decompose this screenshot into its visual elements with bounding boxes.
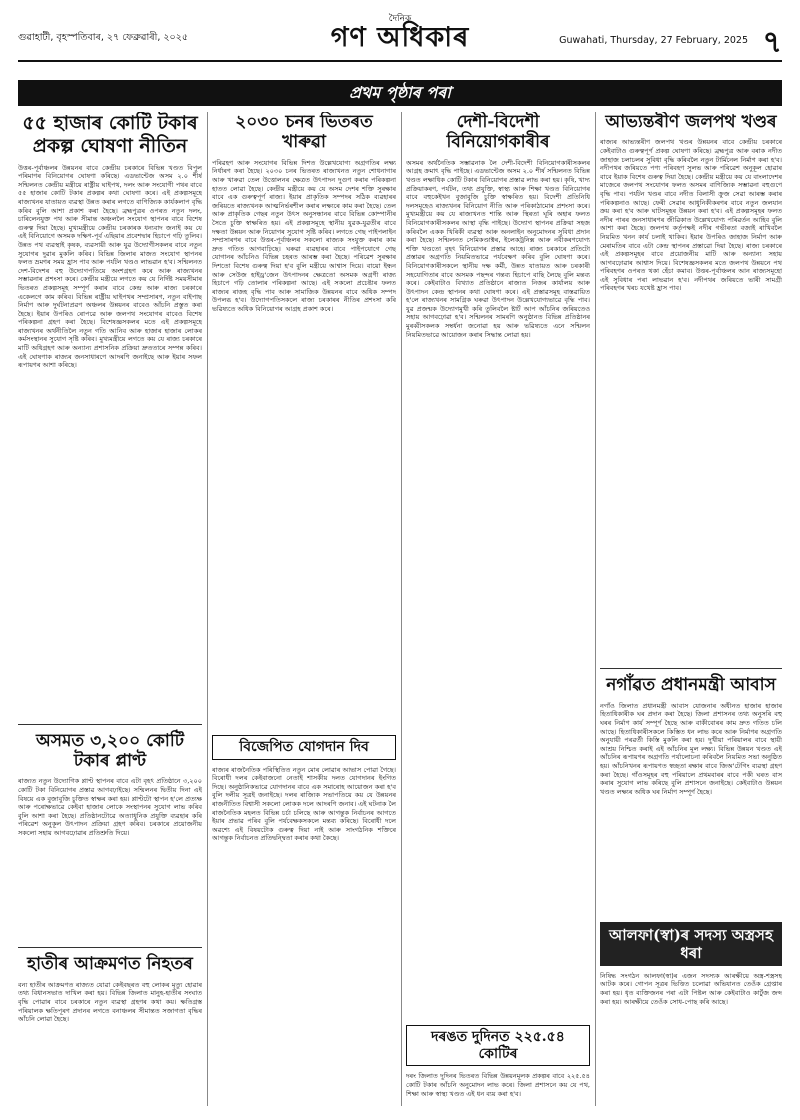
article (600, 668, 782, 921)
article-headline: হাতীৰ আক্ৰমণত নিহতৰ (18, 947, 202, 974)
article-body: উত্তৰ-পূৰ্বাঞ্চলৰ উন্নয়নৰ বাবে কেন্দ্ৰীয় চৰকাৰে বিভিন্ন খণ্ডত বিপুল পৰিমাণৰ বিনিয়োগৰ ঘোষণা কৰিছে। এডভান্টেজ অসম ২.০ শীৰ্ষ সন্মিলনত কেন্দ্ৰীয় মন্ত্ৰীয়ে ৰাষ্ট্ৰীয় ঘাইপথ, দলং আৰু সংযোগী পথৰ বাবে ৫৫ হাজাৰ কোটি টকাৰ প্ৰকল্পৰ কথা ঘোষণা কৰে। এই প্ৰকল্পসমূহে ৰাজ্যখনৰ যাতায়ত ব্যৱস্থা উন্নত কৰাৰ লগতে বাণিজ্যিক কাৰ্যকলাপ বৃদ্ধি কৰিব বুলি আশা প্ৰকাশ কৰা হৈছে। ব্ৰহ্মপুত্ৰৰ ওপৰত নতুন দলং, চাৰিলেনযুক্ত পথ আৰু সীমান্ত অঞ্চললৈ সংযোগ স্থাপনৰ বাবে বিশেষ গুৰুত্ব দিয়া হৈছে। মুখ্যমন্ত্ৰীয়ে কেন্দ্ৰীয় চৰকাৰক ধন্যবাদ জনাই কয় যে এই বিনিয়োগে অসমক দক্ষিণ-পূৰ্ব এছিয়াৰ প্ৰবেশদ্বাৰ হিচাপে গঢ়ি তুলিব। উন্নত পথ ব্যৱস্থাই কৃষক, ব্যৱসায়ী আৰু যুৱ উদ্যোগীসকলৰ বাবে নতুন সুযোগৰ দুৱাৰ মুকলি কৰিব। বিভিন্ন জিলাৰ মাজত সংযোগ স্থাপনৰ ফলত ভ্ৰমণৰ সময় হ্ৰাস পাব আৰু পৰ্যটন খণ্ডও লাভৱান হ'ব। সন্মিলনত দেশ-বিদেশৰ বহু উদ্যোগপতিয়ে অংশগ্ৰহণ কৰে আৰু ৰাজ্যখনৰ সম্ভাৱনাৰ প্ৰশংসা কৰে। কেন্দ্ৰীয় মন্ত্ৰীয়ে লগতে কয় যে নিৰ্দিষ্ট সময়সীমাৰ ভিতৰত প্ৰকল্পসমূহ সম্পূৰ্ণ কৰাৰ বাবে কেন্দ্ৰ আৰু ৰাজ্য চৰকাৰে একেলগে কাম কৰিব। বিভিন্ন ৰাষ্ট্ৰীয় ঘাইপথৰ সম্প্ৰসাৰণ, নতুন বাইপাছ নিৰ্মাণ আৰু দুৰ্ঘটনাপ্ৰৱণ অঞ্চলৰ উন্নয়নৰ বাবেও আঁচনি প্ৰস্তুত কৰা হৈছে। ইয়াৰ উপৰিও ৰোপৱে আৰু জলপথ সংযোগৰ বাবেও বিশেষ পৰিকল্পনা গ্ৰহণ কৰা হৈছে। বিশেষজ্ঞসকলৰ মতে এই প্ৰকল্পসমূহে ৰাজ্যখনৰ অৰ্থনীতিলৈ নতুন গতি আনিব আৰু হাজাৰ হাজাৰ লোকৰ কৰ্মসংস্থানৰ সুযোগ সৃষ্টি কৰিব। মুখ্যমন্ত্ৰীয়ে লগতে কয় যে ৰাজ্য চৰকাৰে মাটি অধিগ্ৰহণ আৰু অন্যান্য প্ৰশাসনিক প্ৰক্ৰিয়া দ্ৰুততাৰে সম্পন্ন কৰিব। এই ঘোষণাক ৰাজ্যৰ জনসাধাৰণে আদৰণি জনাইছে আৰু ইয়াৰ সফল ৰূপায়ণৰ আশা কৰিছে। (18, 163, 202, 370)
article-headline: দেশী-বিদেশী বিনিয়োগকাৰীৰ (446, 112, 550, 153)
column-divider (401, 112, 402, 1106)
article-headline: আভ্যন্তৰীণ জলপথ খণ্ডৰ (605, 112, 777, 132)
article-body: ৰাজ্যত নতুন উদ্যোগিক প্লাণ্ট স্থাপনৰ বাবে এটা বৃহৎ প্ৰতিষ্ঠানে ৩,২০০ কোটি টকা বিনিয়োগৰ প্ৰস্তাৱ আগবঢ়াইছে। সন্মিলনৰ দ্বিতীয় দিনা এই বিষয়ে এক বুজাবুজি চুক্তিত স্বাক্ষৰ কৰা হয়। প্লাণ্টটো স্থাপন হ'লে প্ৰত্যক্ষ আৰু পৰোক্ষভাৱে কেইবা হাজাৰ লোকে সংস্থাপনৰ সুযোগ লাভ কৰিব বুলি আশা কৰা হৈছে। প্ৰতিষ্ঠানটোৱে অত্যাধুনিক প্ৰযুক্তি ব্যৱহাৰ কৰি পৰিৱেশ অনুকূল উৎপাদন প্ৰক্ৰিয়া গ্ৰহণ কৰিব। চৰকাৰে প্ৰয়োজনীয় সকলো সহায় আগবঢ়োৱাৰ প্ৰতিশ্ৰুতি দিয়ে। (18, 777, 202, 837)
article-body: পৰিৱহণ আৰু সংযোগৰ বিভিন্ন দিশত উল্লেখযোগ্য অগ্ৰগতিৰ লক্ষ্য নিৰ্ধাৰণ কৰা হৈছে। ২০৩০ চনৰ ভিতৰত ৰাজ্যখনত নতুন শোধনাগাৰ আৰু খাৰুৱা তেল উত্তোলনৰ ক্ষেত্ৰত উৎপাদন দুগুণ কৰাৰ পৰিকল্পনা হাতত লোৱা হৈছে। কেন্দ্ৰীয় মন্ত্ৰীয়ে কয় যে অসম দেশৰ শক্তি সুৰক্ষাৰ বাবে এক গুৰুত্বপূৰ্ণ ৰাজ্য। ইয়াৰ প্ৰাকৃতিক সম্পদৰ সঠিক ব্যৱহাৰৰ জৰিয়তে ৰাজ্যখনক আত্মনিৰ্ভৰশীল কৰাৰ লক্ষ্যৰে কাম কৰা হৈছে। তেল আৰু প্ৰাকৃতিক গেছৰ নতুন উৎস অনুসন্ধানৰ বাবে বিভিন্ন কোম্পানীৰ সৈতে চুক্তি স্বাক্ষৰিত হয়। এই প্ৰকল্পসমূহে স্থানীয় যুৱক-যুৱতীৰ বাবে দক্ষতা উন্নয়ন আৰু নিয়োগৰ সুযোগ সৃষ্টি কৰিব। লগতে গেছ পাইপলাইন সম্প্ৰসাৰণৰ বাবে উত্তৰ-পূৰ্বাঞ্চলৰ সকলো ৰাজ্যক সংযুক্ত কৰাৰ কাম দ্ৰুত গতিত আগবাঢ়িছে। ঘৰুৱা ব্যৱহাৰৰ বাবে পাইপযোগে গেছ যোগানৰ আঁচনিও বিভিন্ন চহৰত আৰম্ভ কৰা হৈছে। পৰিৱেশ সুৰক্ষাৰ দিশতো বিশেষ গুৰুত্ব দিয়া হ'ব বুলি মন্ত্ৰীয়ে আশ্বাস দিয়ে। বায়ো ইন্ধন আৰু সেউজ হাইড্ৰ'জেন উৎপাদনৰ ক্ষেত্ৰতো অসমক অগ্ৰণী ৰাজ্য হিচাপে গঢ়ি তোলাৰ পৰিকল্পনা আছে। এই সকলো প্ৰচেষ্টাৰ ফলত ৰাজ্যৰ ৰাজহ বৃদ্ধি পাব আৰু সামাজিক উন্নয়নৰ বাবে অধিক সম্পদ উপলব্ধ হ'ব। উদ্যোগপতিসকলে ৰাজ্য চৰকাৰৰ নীতিৰ প্ৰশংসা কৰি ভৱিষ্যতে অধিক বিনিয়োগৰ আগ্ৰহ প্ৰকাশ কৰে। (212, 158, 396, 313)
logo-tagline: দৈনিক (388, 14, 412, 24)
column-2 (212, 112, 396, 1106)
article (212, 112, 396, 729)
column-divider (595, 112, 596, 1106)
article-headline: বিজেপিত যোগদান দিব (212, 735, 396, 760)
article-headline: ২০৩০ চনৰ ভিতৰত খাৰুৱা (235, 112, 373, 153)
column-4 (600, 112, 782, 1106)
logo-title: গণ অধিকাৰ (330, 22, 470, 53)
article (18, 947, 202, 1023)
dateline-assamese: গুৱাহাটী, বৃহস্পতিবাৰ, ২৭ ফেব্ৰুৱাৰী, ২০২৫ (18, 32, 189, 43)
article (600, 922, 782, 1006)
article-headline: নগাঁৱত প্ৰধানমন্ত্ৰী আবাস (600, 668, 782, 695)
article-body: নিষিদ্ধ সংগঠন আলফা(স্বা)ৰ এজন সদস্যক আৰক্ষীয়ে অস্ত্ৰ-শস্ত্ৰসহ আটক কৰে। গোপন সূত্ৰৰ ভিত্তিত চলোৱা অভিযানত তেওঁক গ্ৰেপ্তাৰ কৰা হয়। ধৃত ব্যক্তিজনৰ পৰা এটা পিষ্টল আৰু কেইবাটাও কাৰ্টুজ জব্দ কৰা হয়। আৰক্ষীয়ে তেওঁক সোধ-পোছ কৰি আছে। (600, 971, 782, 1006)
article-headline: আলফা(স্বা)ৰ সদস্য অস্ত্ৰসহ ধৰা (600, 922, 782, 966)
masthead-divider (18, 60, 782, 62)
page-number: ৭ (762, 25, 782, 60)
column-divider (207, 112, 208, 1106)
article-headline: অসমত ৩,২০০ কোটি টকাৰ প্লাণ্ট (18, 724, 202, 772)
article-body: নগাঁও জিলাত প্ৰধানমন্ত্ৰী আবাস যোজনাৰ অধীনত হাজাৰ হাজাৰ হিতাধিকাৰীক ঘৰ প্ৰদান কৰা হৈছে। জিলা প্ৰশাসনৰ তথ্য অনুসৰি বহু ঘৰৰ নিৰ্মাণ কাৰ্য সম্পূৰ্ণ হৈছে আৰু বাকীবোৰৰ কাম দ্ৰুত গতিত চলি আছে। হিতাধিকাৰীসকলে কিস্তিত ধন লাভ কৰে আৰু নিৰ্মাণৰ অগ্ৰগতি অনুযায়ী পৰৱৰ্তী কিস্তি মুকলি কৰা হয়। দুখীয়া পৰিয়ালৰ বাবে স্থায়ী আশ্ৰয় নিশ্চিত কৰাই এই আঁচনিৰ মূল লক্ষ্য। বিভিন্ন উন্নয়ন খণ্ডত এই আঁচনিৰ ৰূপায়ণৰ অগ্ৰগতি পৰ্যালোচনা কৰিবলৈ নিয়মিত সভা অনুষ্ঠিত হয়। আঁচনিখনৰ ৰূপায়ণত স্বচ্ছতা ৰক্ষাৰ বাবে জিঅ'টেগিং ব্যৱস্থা গ্ৰহণ কৰা হৈছে। গাঁওসমূহৰ বহু পৰিয়ালে প্ৰথমবাৰৰ বাবে পকী ঘৰত বাস কৰাৰ সুযোগ লাভ কৰিছে বুলি প্ৰশাসনে জনাইছে। কেইবাটাও উন্নয়ন খণ্ডত লক্ষ্যৰ অধিক ঘৰ নিৰ্মাণ সম্পূৰ্ণ হৈছে। (600, 701, 782, 796)
section-banner: প্ৰথম পৃষ্ঠাৰ পৰা (18, 80, 782, 106)
article-body: দৰং জিলাত দুদিনৰ ভিতৰত বিভিন্ন উন্নয়নমূলক প্ৰকল্পৰ বাবে ২২৫.৫৪ কোটি টকাৰ আঁচনি অনুমোদন লাভ কৰে। জিলা প্ৰশাসনে কয় যে পথ, শিক্ষা আৰু স্বাস্থ্য খণ্ডত এই ধন ব্যয় কৰা হ'ব। (406, 1072, 590, 1098)
column-3 (406, 112, 590, 1106)
newspaper-logo (331, 14, 470, 52)
article (406, 1025, 590, 1098)
article-body: ৰাজ্যৰ আভ্যন্তৰীণ জলপথ খণ্ডৰ উন্নয়নৰ বাবে কেন্দ্ৰীয় চৰকাৰে কেইবাটাও গুৰুত্বপূৰ্ণ প্ৰকল্প ঘোষণা কৰিছে। ব্ৰহ্মপুত্ৰ আৰু বৰাক নদীত জাহাজ চলাচলৰ সুবিধা বৃদ্ধি কৰিবলৈ নতুন টাৰ্মিনেল নিৰ্মাণ কৰা হ'ব। নদীপথৰ জৰিয়তে পণ্য পৰিবহণ সুলভ আৰু পৰিৱেশ অনুকূল হোৱাৰ বাবে ইয়াক বিশেষ গুৰুত্ব দিয়া হৈছে। কেন্দ্ৰীয় মন্ত্ৰীয়ে কয় যে বাংলাদেশৰ মাজেৰে জলপথ সংযোগৰ ফলত অসমৰ বাণিজ্যিক সম্ভাৱনা বহুগুণে বৃদ্ধি পাব। পৰ্যটন খণ্ডৰ বাবে নদীত বিলাসী ক্ৰুজ সেৱা আৰম্ভ কৰাৰ পৰিকল্পনাও আছে। ফেৰী সেৱাৰ আধুনিকীকৰণৰ বাবে নতুন জলযান ক্ৰয় কৰা হ'ব আৰু ঘাটসমূহৰ উন্নয়ন কৰা হ'ব। এই প্ৰকল্পসমূহৰ ফলত নদীৰ পাৰৰ জনসাধাৰণৰ জীৱিকাত উল্লেখযোগ্য পৰিৱৰ্তন আহিব বুলি আশা কৰা হৈছে। জলপথ কৰ্তৃপক্ষই নদীৰ গভীৰতা বজাই ৰাখিবলৈ নিয়মিত খনন কাৰ্য চলাই থাকিব। ইয়াৰ উপৰিও জাহাজ নিৰ্মাণ আৰু মেৰামতিৰ বাবে এটা কেন্দ্ৰ স্থাপনৰ প্ৰস্তাৱো দিয়া হৈছে। ৰাজ্য চৰকাৰে এই প্ৰকল্পসমূহৰ বাবে প্ৰয়োজনীয় মাটি আৰু অন্যান্য সহায় আগবঢ়োৱাৰ আশ্বাস দিয়ে। বিশেষজ্ঞসকলৰ মতে জলপথ উন্নয়নে পথ পৰিবহণৰ ওপৰত থকা হেঁচা কমাব। উত্তৰ-পূৰ্বাঞ্চলৰ আন ৰাজ্যসমূহো এই সুবিধাৰ পৰা লাভৱান হ'ব। নদীপথৰ জৰিয়তে ভাৰী সামগ্ৰী পৰিবহণৰ খৰচ যথেষ্ট হ্ৰাস পাব। (600, 138, 782, 293)
masthead (18, 14, 782, 60)
article-body: অসমৰ অৰ্থনৈতিক সম্ভাৱনাক লৈ দেশী-বিদেশী বিনিয়োগকাৰীসকলৰ আগ্ৰহ ক্ৰমাৎ বৃদ্ধি পাইছে। এডভান্টেজ অসম ২.০ শীৰ্ষ সন্মিলনত বিভিন্ন খণ্ডত লক্ষাধিক কোটি টকাৰ বিনিয়োগৰ প্ৰস্তাৱ লাভ কৰা হয়। কৃষি, খাদ্য প্ৰক্ৰিয়াকৰণ, পৰ্যটন, তথ্য প্ৰযুক্তি, স্বাস্থ্য আৰু শিক্ষা খণ্ডত বিনিয়োগৰ বাবে বহুকেইখন বুজাবুজি চুক্তি স্বাক্ষৰিত হয়। বিদেশী প্ৰতিনিধি দলসমূহেও ৰাজ্যখনৰ বিনিয়োগ নীতি আৰু পৰিকাঠামোৰ প্ৰশংসা কৰে। মুখ্যমন্ত্ৰীয়ে কয় যে ৰাজ্যখনত শান্তি আৰু স্থিৰতা ঘূৰি অহাৰ ফলত বিনিয়োগকাৰীসকলৰ আস্থা বৃদ্ধি পাইছে। উদ্যোগ স্থাপনৰ প্ৰক্ৰিয়া সহজ কৰিবলৈ একক খিৰিকী ব্যৱস্থা আৰু অনলাইন অনুমোদনৰ সুবিধা প্ৰদান কৰা হৈছে। সন্মিলনত সেমিকণ্ডাক্টৰ, ইলেকট্ৰনিক্স আৰু নবীকৰণযোগ্য শক্তি খণ্ডতো বৃহৎ বিনিয়োগৰ প্ৰস্তাৱ আহে। ৰাজ্য চৰকাৰে প্ৰতিটো প্ৰস্তাৱৰ অগ্ৰগতি নিয়মিতভাৱে পৰ্যবেক্ষণ কৰিব বুলি ঘোষণা কৰে। বিনিয়োগকাৰীসকলে স্থানীয় দক্ষ কৰ্মী, উন্নত যাতায়ত আৰু চৰকাৰী সহযোগিতাৰ বাবে অসমক পছন্দৰ গন্তব্য হিচাপে বাছি লৈছে বুলি মন্তব্য কৰে। কেইবাটাও বিখ্যাত প্ৰতিষ্ঠানে ৰাজ্যত নিজৰ কাৰ্যালয় আৰু উৎপাদন কেন্দ্ৰ স্থাপনৰ কথা ঘোষণা কৰে। এই প্ৰস্তাৱসমূহ বাস্তৱায়িত হ'লে ৰাজ্যখনৰ সামগ্ৰিক ঘৰুৱা উৎপাদন উল্লেখযোগ্যভাৱে বৃদ্ধি পাব। যুৱ প্ৰজন্মক উদ্যোগমুখী কৰি তুলিবলৈ ষ্টাৰ্ট আপ আঁচনিৰ জৰিয়তেও সহায় আগবঢ়োৱা হ'ব। সন্মিলনৰ সামৰণি অনুষ্ঠানত বিভিন্ন প্ৰতিষ্ঠানৰ মুৰব্বীসকলক সম্বৰ্ধনা জনোৱা হয় আৰু ভৱিষ্যতে এনে সন্মিলন নিয়মিতভাৱে আয়োজন কৰাৰ সিদ্ধান্ত লোৱা হয়। (406, 158, 590, 339)
article (600, 112, 782, 668)
article-headline: দৰঙত দুদিনত ২২৫.৫৪ কোটিৰ (406, 1025, 590, 1067)
article-headline: ৫৫ হাজাৰ কোটি টকাৰ প্ৰকল্প ঘোষণা নীতিন (22, 112, 198, 157)
article (406, 112, 590, 1019)
article-body: ৰাজ্যৰ ৰাজনৈতিক পৰিস্থিতিত নতুন মোৰ লোৱাৰ আভাস পোৱা গৈছে। বিৰোধী দলৰ কেইবাজনো নেতাই শাসকীয় দলত যোগদানৰ ইংগিত দিছে। অনুষ্ঠানিকভাৱে যোগদানৰ বাবে এক সমাৰোহ আয়োজন কৰা হ'ব বুলি দলীয় সূত্ৰই জনাইছে। দলৰ ৰাজ্যিক সভাপতিয়ে কয় যে উন্নয়নৰ ৰাজনীতিত বিশ্বাসী সকলো লোকক দলে আদৰণি জনাব। এই ঘটনাক লৈ ৰাজনৈতিক মহলত বিভিন্ন চৰ্চা চলিছে আৰু আগন্তুক নিৰ্বাচনৰ আগতে ইয়াৰ প্ৰভাৱ পৰিব বুলি পৰ্যবেক্ষকসকলে মন্তব্য কৰিছে। বিৰোধী দলে অৱশ্যে এই বিষয়টোক গুৰুত্ব দিয়া নাই আৰু সাংগঠনিক শক্তিৰে আগন্তুক নিৰ্বাচনত প্ৰতিদ্বন্দ্বিতা কৰাৰ কথা কৈছে। (212, 765, 396, 843)
article (18, 112, 202, 724)
article-body: বন্য হাতীৰ আক্ৰমণত ৰাজ্যত যোৱা কেইবছৰত বহু লোকৰ মৃত্যু হোৱাৰ তথ্য বিধানসভাত দাখিল কৰা হয়। বিভিন্ন জিলাত মানুহ-হাতীৰ সংঘাত বৃদ্ধি পোৱাৰ বাবে চৰকাৰে নতুন ব্যৱস্থা গ্ৰহণৰ কথা কয়। ক্ষতিগ্ৰস্ত পৰিয়ালক ক্ষতিপূৰণ প্ৰদানৰ লগতে বনাঞ্চলৰ সীমান্তত সজাগতা বৃদ্ধিৰ আঁচনি লোৱা হৈছে। (18, 980, 202, 1024)
article (212, 735, 396, 843)
dateline-english: Guwahati, Thursday, 27 February, 2025 (559, 35, 748, 46)
article (18, 724, 202, 948)
column-1 (18, 112, 202, 1106)
